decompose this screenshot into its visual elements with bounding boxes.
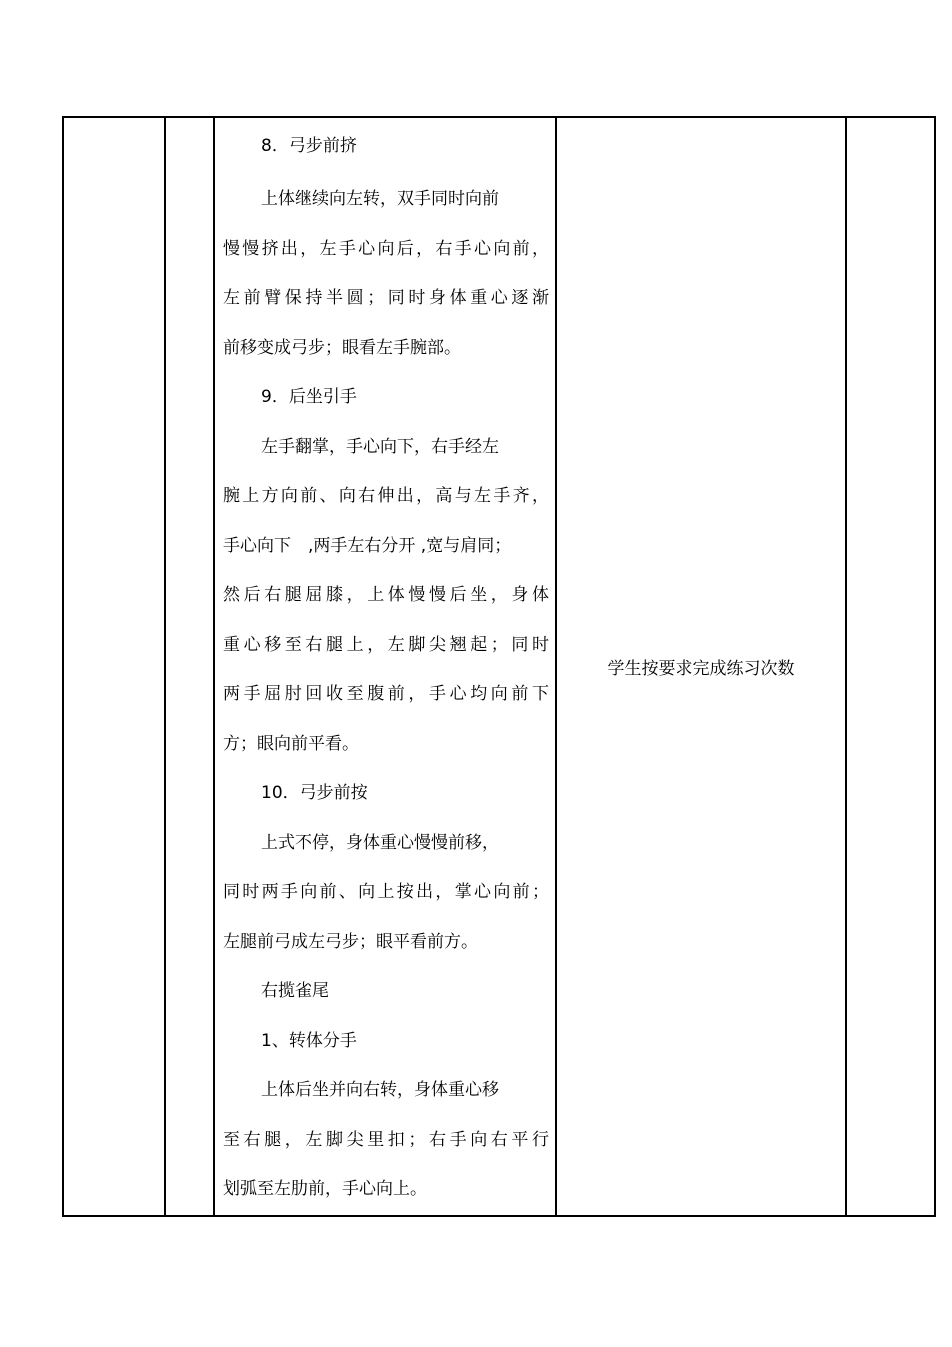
empty-cell-5	[846, 117, 935, 1216]
empty-cell-2	[165, 117, 214, 1216]
paragraph-line: 划弧至左肋前，手心向上。	[223, 1179, 427, 1199]
paragraph-line: 慢慢挤出，左手心向后，右手心向前，	[223, 238, 549, 259]
student-activity-text: 学生按要求完成练习次数	[607, 658, 795, 679]
paragraph-line: 重心移至右腿上，左脚尖翘起；同时	[223, 634, 549, 655]
paragraph-line: 左前臂保持半圆；同时身体重心逐渐	[223, 288, 549, 308]
paragraph-line: 至右腿，左脚尖里扣；右手向右平行	[223, 1129, 549, 1150]
paragraph-line: 然后右腿屈膝，上体慢慢后坐，身体	[223, 585, 549, 605]
paragraph-line: 上体继续向左转，双手同时向前	[261, 189, 499, 209]
section-heading: 8．弓步前挤	[261, 136, 357, 156]
student-activity-cell	[556, 117, 846, 1216]
paragraph-line: 同时两手向前、向上按出，掌心向前；	[223, 882, 549, 902]
paragraph-line: 上式不停，身体重心慢慢前移，	[261, 832, 499, 853]
section-heading: 1、转体分手	[261, 1030, 357, 1051]
empty-cell-1	[63, 117, 165, 1216]
paragraph-line: 腕上方向前、向右伸出，高与左手齐，	[223, 486, 549, 506]
lesson-plan-table	[62, 116, 936, 1217]
teaching-content-cell	[214, 117, 556, 1216]
paragraph-line: 前移变成弓步；眼看左手腕部。	[223, 337, 461, 358]
paragraph-line: 两手屈肘回收至腹前，手心均向前下	[223, 684, 549, 704]
paragraph-line: 手心向下 ,两手左右分开 ,宽与肩同；	[223, 535, 512, 556]
table-row	[63, 117, 935, 1216]
section-heading: 10．弓步前按	[261, 783, 368, 803]
section-heading: 右揽雀尾	[261, 981, 329, 1001]
paragraph-line: 左手翻掌，手心向下，右手经左	[261, 436, 499, 457]
section-heading: 9．后坐引手	[261, 387, 357, 407]
paragraph-line: 方；眼向前平看。	[223, 733, 359, 754]
paragraph-line: 上体后坐并向右转，身体重心移	[261, 1080, 499, 1100]
paragraph-line: 左腿前弓成左弓步；眼平看前方。	[223, 931, 478, 952]
